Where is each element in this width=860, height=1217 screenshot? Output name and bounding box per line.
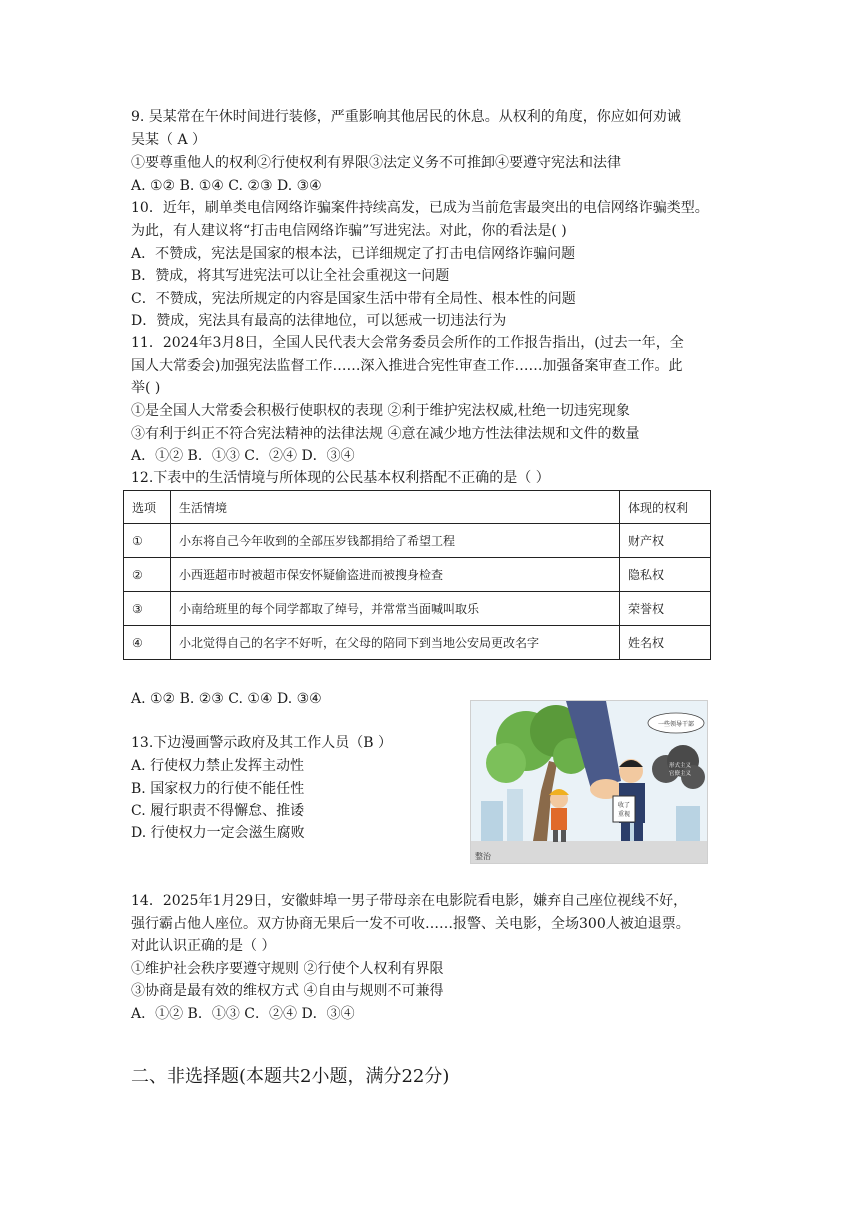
q14-stem-line3: 对此认识正确的是（ ） (131, 938, 276, 954)
q9-stem-line1: 9. 吴某常在午休时间进行装修，严重影响其他居民的休息。从权利的角度，你应如何劝诫 (131, 109, 681, 125)
row-option: ③ (124, 592, 171, 626)
q9-options: A. ①② B. ①④ C. ②③ D. ③④ (131, 178, 322, 194)
q13-stem: 13.下边漫画警示政府及其工作人员（B ） (131, 735, 393, 751)
q10-option-d: D．赞成，宪法具有最高的法律地位，可以惩戒一切违法行为 (131, 313, 507, 329)
table-row (124, 524, 711, 558)
q13-cartoon-image (470, 700, 708, 864)
cartoon-cloud-text-2: 官僚主义 (668, 771, 692, 777)
row-scenario: 小北觉得自己的名字不好听，在父母的陪同下到当地公安局更改名字 (171, 626, 620, 660)
q11-statements-2: ③有利于纠正不符合宪法精神的法律法规 ④意在减少地方性法律法规和文件的数量 (131, 426, 640, 442)
q10-stem-line2: 为此，有人建议将“打击电信网络诈骗”写进宪法。对此，你的看法是( ) (131, 223, 567, 239)
q14-stem-line1: 14．2025年1月29日，安徽蚌埠一男子带母亲在电影院看电影，嫌弃自己座位视线不好， (131, 893, 688, 909)
cartoon-caption: 整治 (475, 852, 491, 861)
q9-statements: ①要尊重他人的权利②行使权利有界限③法定义务不可推卸④要遵守宪法和法律 (131, 155, 621, 171)
q14-statements-2: ③协商是最有效的维权方式 ④自由与规则不可兼得 (131, 983, 444, 999)
q13-option-d: D. 行使权力一定会滋生腐败 (131, 825, 305, 841)
q12-options: A. ①② B. ②③ C. ①④ D. ③④ (131, 691, 322, 707)
section2-heading: 二、非选择题(本题共2小题，满分22分) (131, 1066, 450, 1087)
cartoon-sign-text-2: 重视 (617, 811, 631, 818)
q10-stem-line1: 10．近年，刷单类电信网络诈骗案件持续高发，已成为当前危害最突出的电信网络诈骗类型。 (131, 200, 709, 216)
q10-option-c: C．不赞成，宪法所规定的内容是国家生活中带有全局性、根本性的问题 (131, 291, 576, 307)
row-option: ② (124, 558, 171, 592)
cartoon-sign-text-1: 收了 (617, 802, 631, 809)
row-right: 隐私权 (620, 558, 711, 592)
row-scenario: 小南给班里的每个同学都取了绰号，并常常当面喊叫取乐 (171, 592, 620, 626)
q11-stem-line2: 国人大常委会)加强宪法监督工作……深入推进合宪性审查工作……加强备案审查工作。此 (131, 358, 683, 374)
q12-rights-table (123, 490, 711, 660)
q14-statements-1: ①维护社会秩序要遵守规则 ②行使个人权利有界限 (131, 961, 444, 977)
header-right: 体现的权利 (620, 491, 711, 524)
row-right: 荣誉权 (620, 592, 711, 626)
q10-option-b: B．赞成，将其写进宪法可以让全社会重视这一问题 (131, 268, 450, 284)
row-option: ① (124, 524, 171, 558)
table-row (124, 626, 711, 660)
cartoon-cloud-text-1: 形式主义 (668, 763, 692, 769)
header-scenario: 生活情境 (171, 491, 620, 524)
q11-statements-1: ①是全国人大常委会积极行使职权的表现 ②利于维护宪法权威,杜绝一切违宪现象 (131, 403, 630, 419)
q11-stem-line3: 举( ) (131, 380, 161, 396)
q11-options: A．①② B．①③ C．②④ D．③④ (131, 448, 355, 464)
q13-option-c: C. 履行职责不得懈怠、推诿 (131, 803, 305, 819)
q14-options: A．①② B．①③ C．②④ D．③④ (131, 1006, 355, 1022)
row-right: 姓名权 (620, 626, 711, 660)
header-option: 选项 (124, 491, 171, 524)
row-scenario: 小西逛超市时被超市保安怀疑偷盗进而被搜身检查 (171, 558, 620, 592)
q11-stem-line1: 11．2024年3月8日，全国人民代表大会常务委员会所作的工作报告指出，(过去一年，全 (131, 335, 684, 351)
q13-option-a: A. 行使权力禁止发挥主动性 (131, 758, 305, 774)
row-option: ④ (124, 626, 171, 660)
table-row (124, 558, 711, 592)
q14-stem-line2: 强行霸占他人座位。双方协商无果后一发不可收……报警、关电影，全场300人被迫退票。 (131, 916, 690, 932)
row-scenario: 小东将自己今年收到的全部压岁钱都捐给了希望工程 (171, 524, 620, 558)
q13-option-b: B. 国家权力的行使不能任性 (131, 781, 305, 797)
q10-option-a: A．不赞成，宪法是国家的根本法，已详细规定了打击电信网络诈骗问题 (131, 246, 576, 262)
row-right: 财产权 (620, 524, 711, 558)
table-row (124, 592, 711, 626)
cartoon-bubble-text: 一些领导干部 (657, 721, 695, 728)
q12-stem: 12.下表中的生活情境与所体现的公民基本权利搭配不正确的是（ ） (131, 470, 550, 486)
table-header-row (124, 491, 711, 524)
q9-stem-line2: 吴某（ A ） (131, 132, 207, 148)
